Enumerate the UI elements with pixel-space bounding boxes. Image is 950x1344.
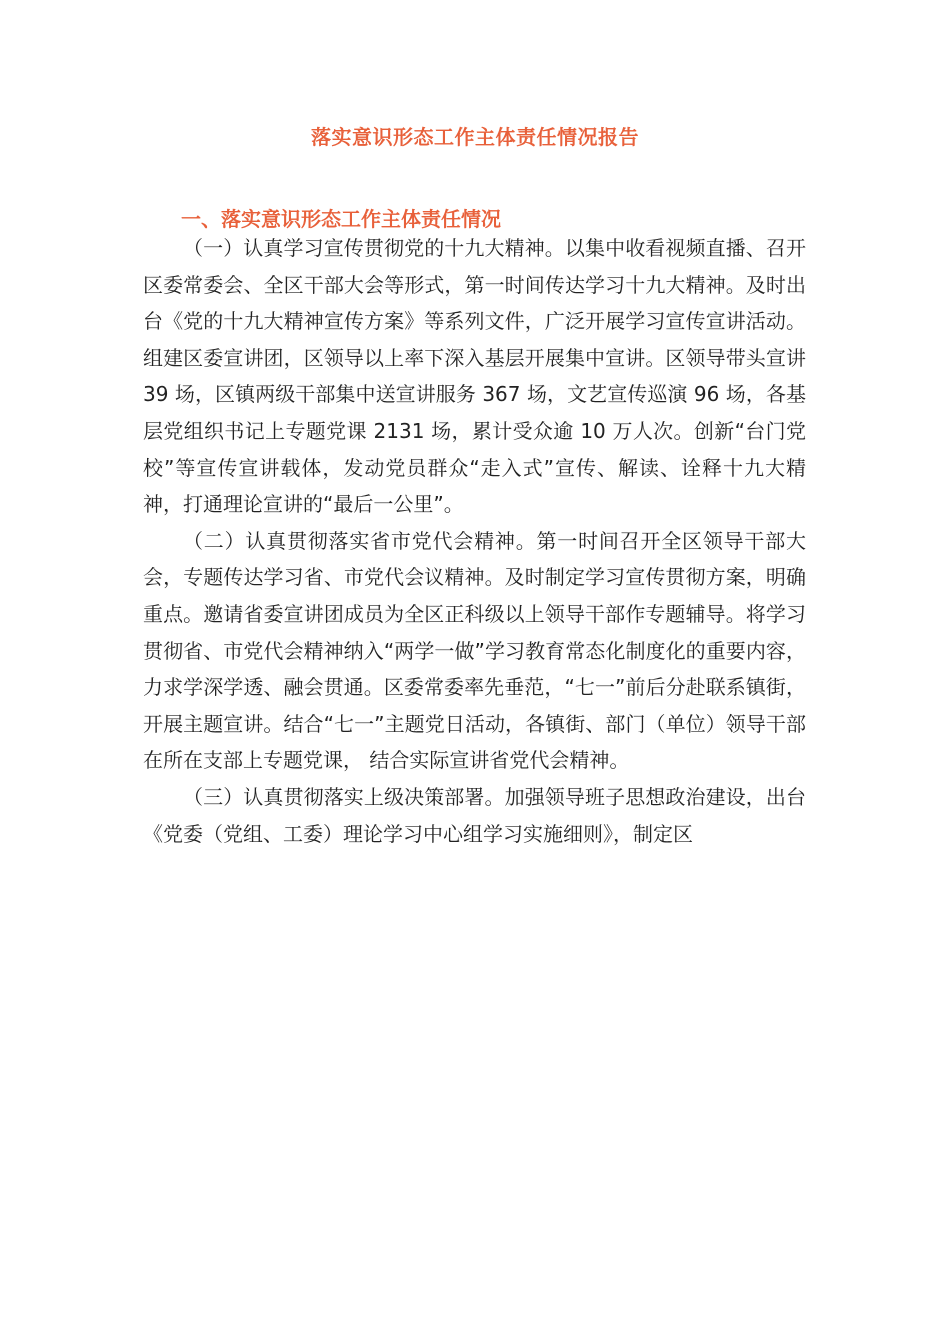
section-heading: 一、落实意识形态工作主体责任情况 — [181, 207, 501, 231]
paragraph-3: （三）认真贯彻落实上级决策部署。加强领导班子思想政治建设，出台《党委（党组、工委）理论学习中心组学习实施细则》，制定区 — [143, 784, 806, 846]
document-title: 落实意识形态工作主体责任情况报告 — [311, 125, 639, 149]
paragraph-2: （二）认真贯彻落实省市党代会精神。第一时间召开全区领导干部大会，专题传达学习省、市党代会议精神。及时制定学习宣传贯彻方案，明确重点。邀请省委宣讲团成员为全区正科级以上领导干部作专题辅导。将学习贯彻省、市党代会精神纳入“两学一做”学习教育常态化制度化的重要内容，力求学深学透、融会贯通。区委常委率先垂范，“七一”前后分赴联系镇街，开展主题宣讲。结合“七一”主题党日活动，各镇街、部门（单位）领导干部在所在支部上专题党课， 结合实际宣讲省党代会精神。 — [143, 528, 806, 773]
document-body — [143, 230, 806, 852]
paragraph-1: （一）认真学习宣传贯彻党的十九大精神。以集中收看视频直播、召开区委常委会、全区干部大会等形式，第一时间传达学习十九大精神。及时出台《党的十九大精神宣传方案》等系列文件，广泛开展学习宣传宣讲活动。组建区委宣讲团，区领导以上率下深入基层开展集中宣讲。区领导带头宣讲 39 场，区镇两级干部集中送宣讲服务 367 场，文艺宣传巡演 96 场，各基层党组织书记上专题党课 2131 场，累计受众逾 10 万人次。创新“台门党校”等宣传宣讲载体，发动党员群众“走入式”宣传、解读、诠释十九大精神，打通理论宣讲的“最后一公里”。 — [143, 236, 806, 517]
